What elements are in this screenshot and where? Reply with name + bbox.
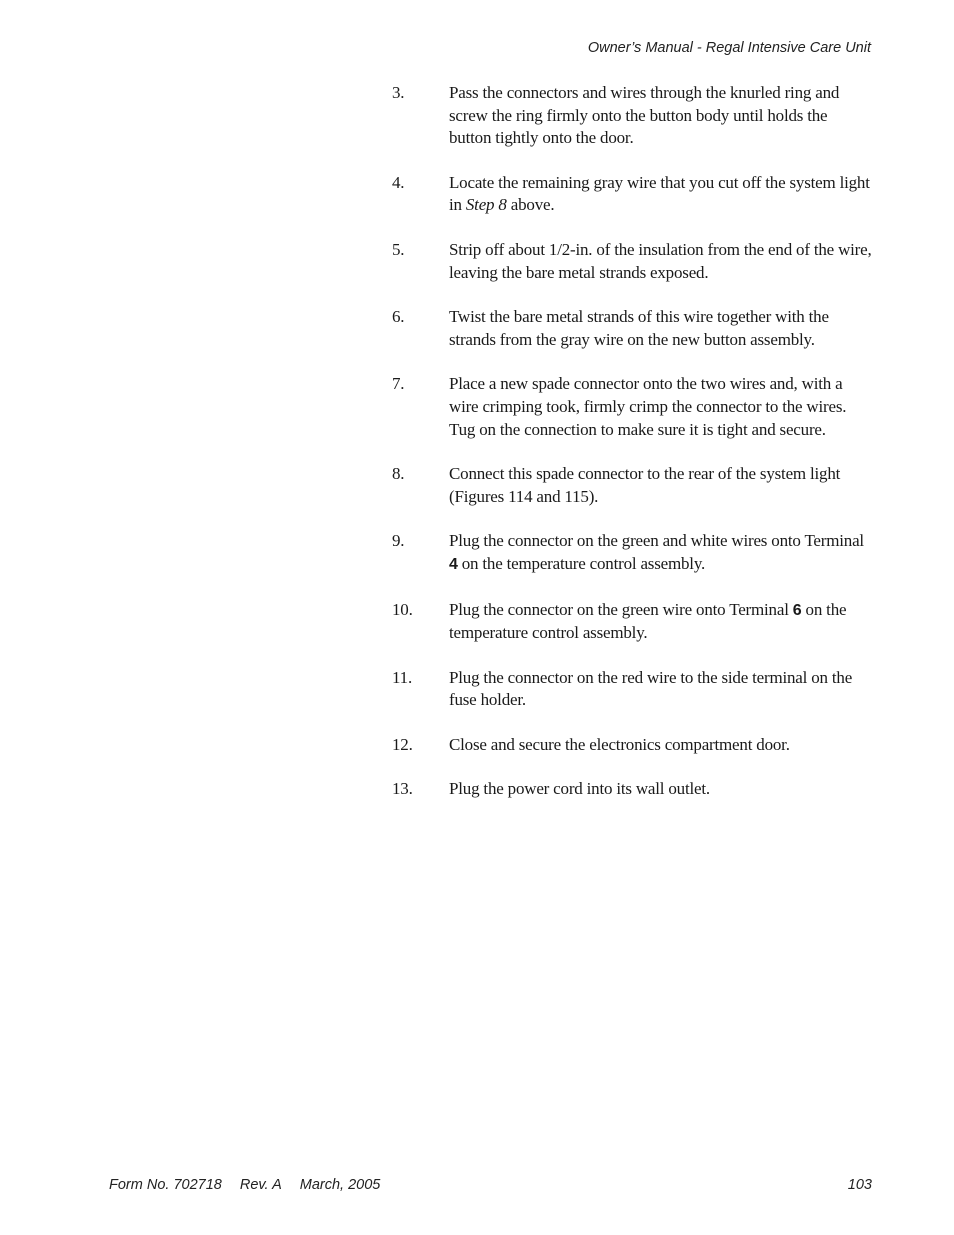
step-reference: Step 8: [465, 195, 507, 215]
step-item: [392, 172, 872, 217]
footer-form-info: [109, 1177, 398, 1193]
step-text: Close and secure the electronics compartment door.: [449, 734, 790, 754]
step-text-part: Locate the remaining gray wire that you cut off the system light in: [449, 172, 870, 215]
step-item: [392, 667, 872, 712]
step-text: Twist the bare metal strands of this wire together with the strands from the gray wire on the new button assembly.: [449, 307, 829, 349]
publication-date: March, 2005: [299, 1177, 381, 1193]
step-text: Plug the power cord into its wall outlet.: [449, 779, 710, 799]
step-item: [392, 239, 872, 284]
step-item: [392, 530, 872, 576]
step-text: Plug the connector on the red wire to the side terminal on the fuse holder.: [449, 667, 853, 710]
step-text-part: on the temperature control assembly.: [457, 553, 706, 573]
step-text: [449, 172, 872, 217]
step-text-part: Plug the connector on the green and white wires onto Terminal: [449, 531, 864, 551]
step-number: 7.: [392, 374, 405, 394]
step-text: [449, 599, 872, 645]
step-number: 13.: [392, 779, 413, 799]
step-number: 5.: [392, 239, 405, 259]
step-item: [392, 463, 872, 508]
step-item: [392, 778, 872, 801]
step-text: Pass the connectors and wires through the knurled ring and screw the ring firmly onto the button body until holds the button tightly onto the door.: [449, 83, 840, 148]
step-item: [392, 599, 872, 645]
page-number: 103: [847, 1177, 872, 1193]
running-header: Owner’s Manual - Regal Intensive Care Unit: [587, 40, 871, 56]
step-item: [392, 373, 872, 441]
terminal-number: 6: [792, 601, 802, 619]
step-number: 3.: [392, 83, 405, 102]
step-text-part: above.: [506, 195, 555, 215]
step-text: [449, 530, 872, 576]
instruction-steps: [392, 82, 872, 823]
step-text: Place a new spade connector onto the two wires and, with a wire crimping took, firmly crimp the connector to the wires. Tug on the connection to make sure it is tight and secure.: [449, 374, 847, 439]
step-text-part: on the temperature control assembly.: [449, 599, 847, 643]
step-number: 4.: [392, 172, 405, 192]
step-number: 9.: [392, 531, 405, 551]
step-number: 12.: [392, 734, 413, 754]
revision: Rev. A: [239, 1177, 282, 1193]
terminal-number: 4: [449, 555, 458, 573]
step-number: 11.: [392, 667, 413, 687]
step-item: [392, 306, 872, 351]
step-number: 10.: [392, 599, 413, 619]
step-number: 8.: [392, 464, 405, 484]
step-text-part: Plug the connector on the green wire onto Terminal: [449, 599, 793, 619]
form-number: Form No. 702718: [109, 1177, 222, 1193]
page-footer: [109, 1177, 872, 1193]
step-text: Connect this spade connector to the rear of the system light (Figures 114 and 115).: [449, 464, 841, 506]
step-number: 6.: [392, 307, 405, 327]
step-item: [392, 734, 872, 757]
step-text: Strip off about 1/2-in. of the insulation from the end of the wire, leaving the bare metal strands exposed.: [449, 239, 872, 282]
step-item: [392, 82, 872, 150]
